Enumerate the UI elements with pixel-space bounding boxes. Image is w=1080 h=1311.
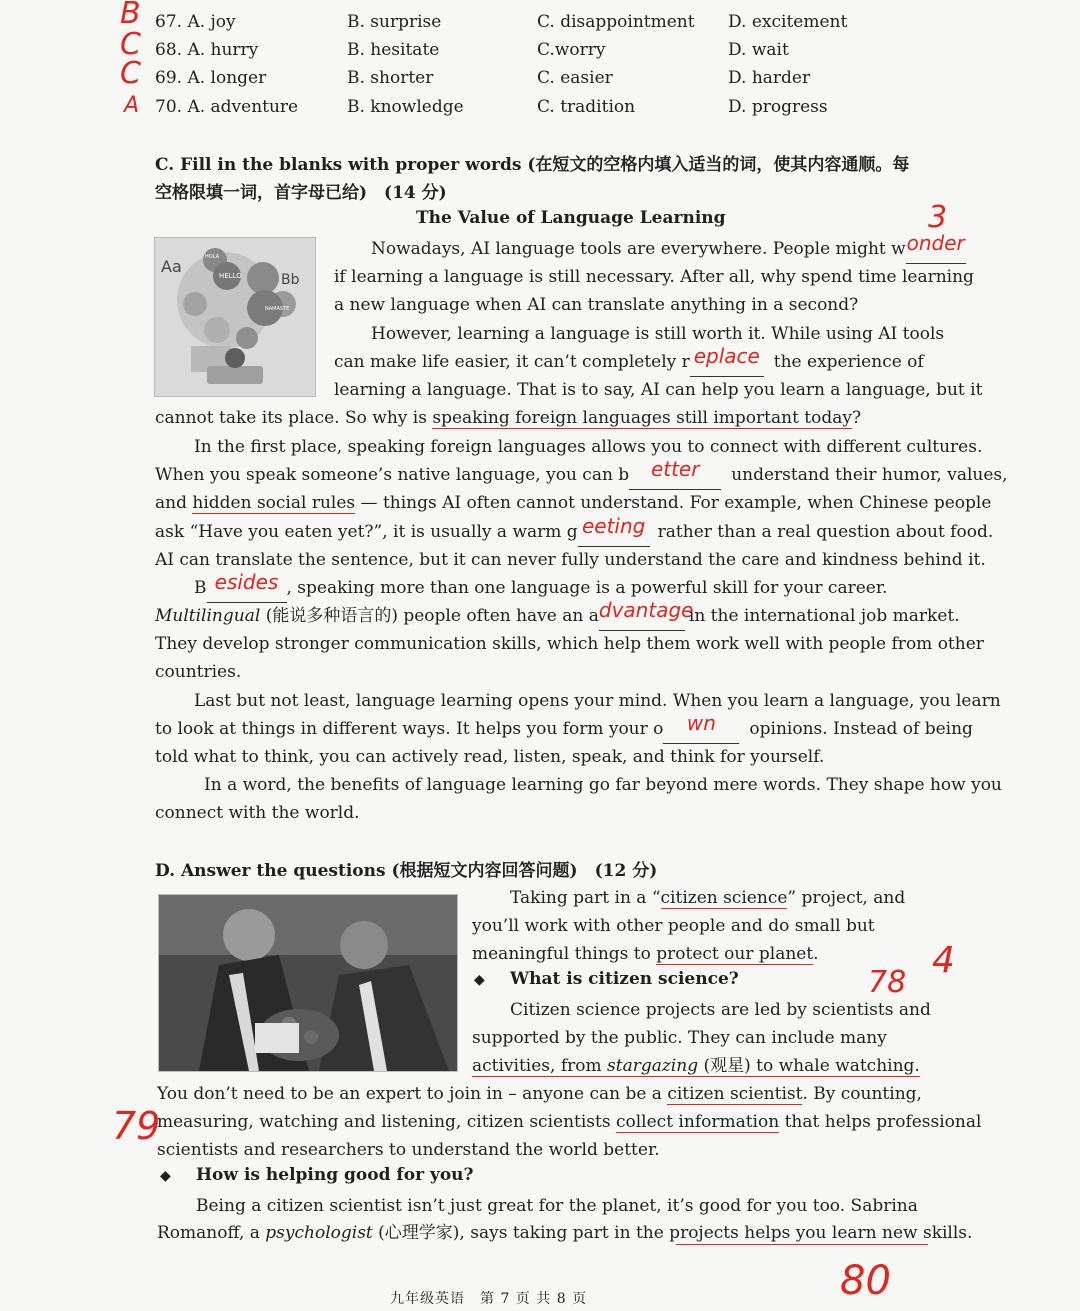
side-mark-79: 79 — [112, 1104, 161, 1148]
page-footer: 九年级英语 第 7 页 共 8 页 — [390, 1291, 588, 1307]
answer-mark-70: A — [124, 93, 140, 118]
q67-option-d: D. excitement — [728, 12, 848, 32]
language-illustration-svg — [155, 238, 315, 396]
blank-77: wn — [663, 715, 739, 744]
c-p5-line3: told what to think, you can actively read, listen, speak, and think for yourself. — [155, 747, 825, 767]
q68-option-c: C.worry — [537, 40, 606, 60]
total-score-mark: 80 — [840, 1258, 891, 1304]
c-p2-line1: However, learning a language is still worth it. While using AI tools — [371, 324, 945, 344]
q69-option-a: 69. A. longer — [155, 68, 267, 88]
c-p4-line1: B esides , speaking more than one language is a powerful skill for your career. — [194, 574, 888, 603]
d-p3-line2: Romanoff, a psychologist (心理学家), says taking part in the projects helps you learn new skills. — [157, 1223, 973, 1243]
c-p5-line1: Last but not least, language learning opens your mind. When you learn a language, you learn — [194, 691, 1001, 711]
d-intro-line1: Taking part in a “citizen science” project, and — [510, 888, 906, 908]
d-p1-line3: activities, from stargazing (观星) to whale watching. — [472, 1056, 920, 1076]
c-p4-line2: Multilingual (能说多种语言的) people often have an a dvantage in the international job market. — [155, 602, 960, 631]
side-mark-78: 78 — [868, 965, 907, 1000]
blank-73: etter — [629, 461, 721, 490]
section-c-heading-line2: 空格限填一词，首字母已给) (14 分) — [155, 183, 447, 203]
d-p3-line1: Being a citizen scientist isn’t just great for the planet, it’s good for you too. Sabrina — [196, 1196, 918, 1216]
img-word-namaste: NAMASTE — [265, 306, 290, 312]
img-word-aa: Aa — [161, 257, 182, 276]
d-p2-line2: measuring, watching and listening, citizen scientists collect information that helps professional — [157, 1112, 982, 1132]
c-p2-line2: can make life easier, it can’t completely r eplace the experience of — [334, 348, 924, 377]
d-question-1: What is citizen science? — [510, 969, 739, 989]
c-p3-line2: When you speak someone’s native language, you can b etter understand their humor, values, — [155, 461, 1008, 490]
citizen-science-photo-svg — [159, 895, 457, 1071]
img-word-bb: Bb — [281, 272, 300, 288]
diamond-bullet-1: ◆ — [474, 972, 485, 988]
score-mark-d: 4 — [932, 940, 955, 981]
blank-72: eplace — [690, 348, 764, 377]
section-c-heading: C. Fill in the blanks with proper words (在短文的空格内填入适当的词，使其内容通顺。每 — [155, 155, 910, 175]
c-p3-line3: and hidden social rules — things AI often cannot understand. For example, when Chinese people — [155, 493, 992, 513]
blank-74: eeting — [578, 518, 650, 547]
c-p5-line2: to look at things in different ways. It helps you form your o wn opinions. Instead of being — [155, 715, 973, 744]
c-p4-line3: They develop stronger communication skills, which help them work well with people from other — [155, 634, 984, 654]
q69-option-b: B. shorter — [347, 68, 434, 88]
q70-option-a: 70. A. adventure — [155, 97, 299, 117]
blank-76: dvantage — [599, 602, 685, 631]
blank-75: esides — [207, 574, 287, 603]
q68-option-a: 68. A. hurry — [155, 40, 259, 60]
c-p3-line4: ask “Have you eaten yet?”, it is usually a warm g eeting rather than a real question about food. — [155, 518, 993, 547]
c-p3-line1: In the first place, speaking foreign languages allows you to connect with different cultures. — [194, 437, 983, 457]
c-p2-line4: cannot take its place. So why is speaking foreign languages still important today? — [155, 408, 862, 428]
q67-option-c: C. disappointment — [537, 12, 695, 32]
answer-mark-67: B — [120, 0, 141, 31]
citizen-science-photo — [158, 894, 458, 1072]
c-p2-line3: learning a language. That is to say, AI can help you learn a language, but it — [334, 380, 983, 400]
d-intro-line2: you’ll work with other people and do small but — [472, 916, 875, 936]
q67-option-b: B. surprise — [347, 12, 442, 32]
q67-option-a: 67. A. joy — [155, 12, 236, 32]
d-p1-line1: Citizen science projects are led by scientists and — [510, 1000, 931, 1020]
q69-option-c: C. easier — [537, 68, 613, 88]
d-p2-line1: You don’t need to be an expert to join in – anyone can be a citizen scientist. By counting, — [157, 1084, 922, 1104]
d-p2-line3: scientists and researchers to understand the world better. — [157, 1140, 660, 1160]
diamond-bullet-2: ◆ — [160, 1168, 171, 1184]
q70-option-c: C. tradition — [537, 97, 636, 117]
q70-option-b: B. knowledge — [347, 97, 464, 117]
img-word-hello: HELLO — [219, 272, 242, 280]
q68-option-b: B. hesitate — [347, 40, 440, 60]
answer-mark-69: C — [120, 56, 141, 91]
img-word-hola: HOLA — [205, 254, 220, 260]
q68-option-d: D. wait — [728, 40, 789, 60]
q69-option-d: D. harder — [728, 68, 811, 88]
d-p1-line2: supported by the public. They can include many — [472, 1028, 887, 1048]
section-d-heading: D. Answer the questions (根据短文内容回答问题) (12 分) — [155, 861, 658, 881]
c-p1-line3: a new language when AI can translate anything in a second? — [334, 295, 859, 315]
q70-option-d: D. progress — [728, 97, 828, 117]
blank-71: onder — [906, 235, 966, 264]
passage-title: The Value of Language Learning — [416, 208, 726, 228]
d-intro-line3: meaningful things to protect our planet. — [472, 944, 819, 964]
answer-underline — [676, 1244, 928, 1245]
answer-mark-68: C — [120, 27, 141, 62]
c-p6-line1: In a word, the benefits of language learning go far beyond mere words. They shape how you — [204, 775, 1002, 795]
d-question-2: How is helping good for you? — [196, 1165, 474, 1185]
c-p6-line2: connect with the world. — [155, 803, 360, 823]
c-p1-line2: if learning a language is still necessary. After all, why spend time learning — [334, 267, 974, 287]
c-p3-line5: AI can translate the sentence, but it can never fully understand the care and kindness behind it. — [155, 550, 986, 570]
c-p4-line4: countries. — [155, 662, 242, 682]
c-p1-line1: Nowadays, AI language tools are everywhere. People might w onder — [371, 235, 966, 264]
score-mark-c: 3 — [928, 200, 948, 235]
language-illustration — [154, 237, 316, 397]
